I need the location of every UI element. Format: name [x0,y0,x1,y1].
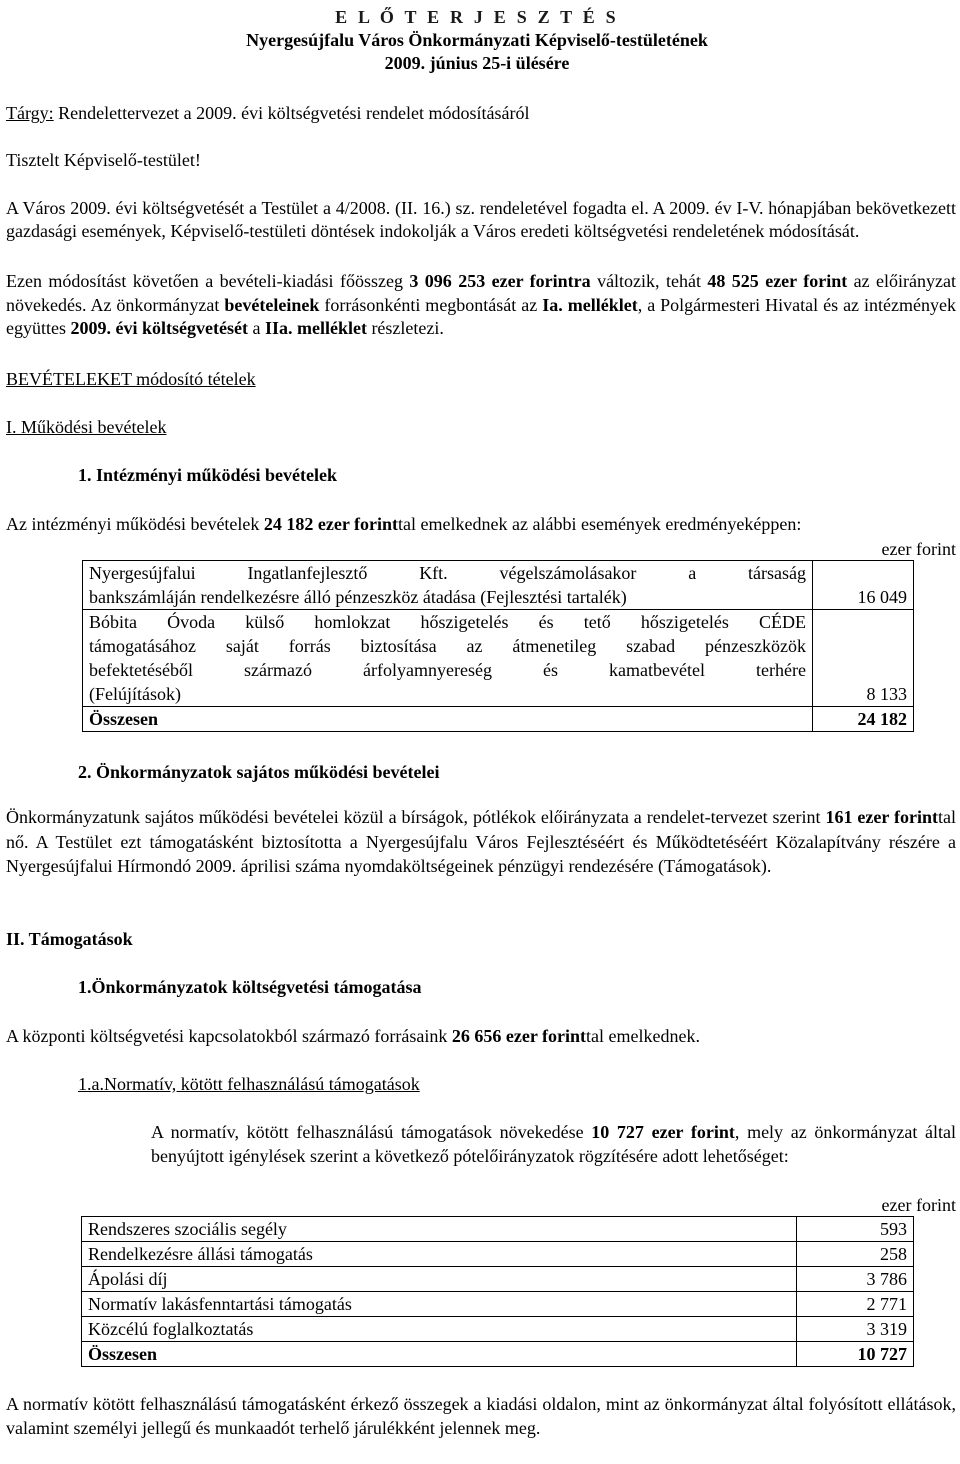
amount-text: 161 ezer forint [825,807,938,827]
table-total-row [83,707,914,732]
intro-text: részletezi. [366,318,444,338]
table-row [82,1292,914,1317]
sajatos-paragraph [6,805,956,879]
table-row [82,1217,914,1242]
subject-text: Rendelettervezet a 2009. évi költségvetési rendelet módosításáról [53,103,530,123]
heading-text: 1.a.Normatív, kötött felhasználású támogatások [78,1074,420,1094]
amount-text: 24 182 ezer forint [263,514,399,534]
total-value: 24 182 [813,707,914,732]
intro-text: a [247,318,265,338]
paragraph-text: Az intézményi működési bevételek [6,514,264,534]
table-cell-value: 8 133 [813,610,914,707]
table-cell-label [83,561,813,610]
table-row [83,610,914,707]
table-cell-label: Rendelkezésre állási támogatás [82,1242,797,1267]
salutation: Tisztelt Képviselő-testület! [6,150,201,170]
council-title: Nyergesújfalu Város Önkormányzati Képviselő-testületének [246,30,708,50]
cell-text: Bóbita Óvoda külső homlokzat hőszigetelés és tető hőszigetelés CÉDE [89,612,806,632]
paragraph-text: Önkormányzatunk sajátos működési bevételei közül a bírságok, pótlékok előirányzata a rendelet-tervezet szerint [6,807,826,827]
closing-paragraph: A normatív kötött felhasználású támogatásként érkező összegek a kiadási oldalon, mint az önkormányzat által folyósított ellátások, valamint személyi jellegű és munkaadót terhelő járulékként jelennek meg. [6,1394,956,1438]
normativ-table [81,1216,914,1367]
table-cell-value: 3 786 [797,1267,914,1292]
paragraph-text: A központi költségvetési kapcsolatokból származó forrásaink [6,1026,452,1046]
cell-text: (Felújítások) [89,684,181,704]
subject-line [6,101,956,125]
table-row [82,1317,914,1342]
normativ-paragraph [151,1120,956,1168]
table-cell-value: 258 [797,1242,914,1267]
intezmenyi-table [82,560,914,732]
paragraph-text: tal nő. A Testület ezt támogatásként biztosította a Nyergesújfalu Város Fejlesztéséért és Működtetéséért Közalapítvány részére a Nyergesújfalui Hírmondó 2009. áprilisi száma nyomdaköltségeinek pénzügyi rendezésére (Támogatások). [6,807,956,876]
intro-text: forrásonkénti megbontását az [319,294,543,315]
intro-paragraph-1: A Város 2009. évi költségvetését a Testület a 4/2008. (II. 16.) sz. rendeletével fogadta el. A 2009. év I-V. hónapjában bekövetkezett gazdasági események, Képviselő-testületi döntések indokolják a Város eredeti költségvetési rendeletének módosítását. [6,198,956,241]
cell-text: bankszámláján rendelkezésre álló pénzeszköz átadása (Fejlesztési tartalék) [89,587,627,607]
intro-text: Ezen módosítást követően a bevételi-kiadási főösszeg [6,271,410,291]
table-row [82,1242,914,1267]
document-header [6,6,956,75]
paragraph-text: , mely az önkormányzat által benyújtott igénylések szerint a következő pótelőirányzatok rögzítésére adott lehetőséget: [151,1122,956,1166]
table-cell-value: 3 319 [797,1317,914,1342]
table-unit-label: ezer forint [881,539,956,559]
table-row [82,1267,914,1292]
table-total-row [82,1342,914,1367]
total-label: Összesen [83,707,813,732]
table-cell-label [83,610,813,707]
heading-normativ [78,1072,948,1096]
meeting-date: 2009. június 25-i ülésére [384,53,570,73]
table-cell-value: 16 049 [813,561,914,610]
heading-sajatos: 2. Önkormányzatok sajátos működési bevételei [78,762,440,782]
intro-bold-text: 2009. évi költségvetését [70,318,248,338]
table-cell-label: Közcélú foglalkoztatás [82,1317,797,1342]
paragraph-text: A normatív, kötött felhasználású támogatások növekedése [151,1122,592,1142]
cell-text: Nyergesújfalui Ingatlanfejlesztő Kft. végelszámolásakor a társaság [89,563,806,583]
intro-increase-amount: 48 525 ezer forint [707,271,848,291]
justified-line [89,561,806,585]
table-cell-label: Normatív lakásfenntartási támogatás [82,1292,797,1317]
cell-text: befektetéséből származó árfolyamnyereség és kamatbevétel terhére [89,660,806,680]
intro-paragraph-2 [6,270,956,341]
table-unit-label: ezer forint [881,1195,956,1215]
table-cell-label: Ápolási díj [82,1267,797,1292]
table-row [83,561,914,610]
amount-text: 26 656 ezer forint [451,1026,587,1046]
intro-text: az előirányzat növekedés. Az önkormányzat [6,271,957,315]
heading-onk-tamogatas: 1.Önkormányzatok költségvetési támogatása [78,977,422,997]
intro-text: , a Polgármesteri Hivatal és az intézmények együttes [6,294,956,338]
intro-bold-text: bevételeinek [224,294,320,315]
total-label: Összesen [82,1342,797,1367]
heading-bevetelek [6,367,956,391]
table-cell-value: 2 771 [797,1292,914,1317]
cell-text: támogatásához saját forrás biztosítása az átmenetileg szabad pénzeszközök [89,636,806,656]
subject-label: Tárgy: [6,103,54,123]
table-cell-value: 593 [797,1217,914,1242]
onk-tamogatas-paragraph [6,1024,956,1048]
heading-tamogatasok: II. Támogatások [6,929,133,949]
intro-text: változik, tehát [590,271,708,291]
heading-text: I. Működési bevételek [6,417,167,437]
heading-text: BEVÉTELEKET módosító tételek [6,369,256,389]
heading-intezmenyi: 1. Intézményi működési bevételek [78,465,337,485]
amount-text: 10 727 ezer forint [591,1122,735,1142]
intro-annex-ref: IIa. melléklet [264,318,367,338]
intro-annex-ref: Ia. melléklet [542,294,638,315]
document-type-title: E L Ő T E R J E S Z T É S [335,7,619,27]
intezmenyi-paragraph [6,512,956,536]
heading-mukodesi [6,415,956,439]
table-cell-label: Rendszeres szociális segély [82,1217,797,1242]
total-value: 10 727 [797,1342,914,1367]
paragraph-text: tal emelkednek az alábbi események eredményeképpen: [398,514,802,534]
intro-total-amount: 3 096 253 ezer forintra [409,271,591,291]
paragraph-text: tal emelkednek. [586,1026,700,1046]
